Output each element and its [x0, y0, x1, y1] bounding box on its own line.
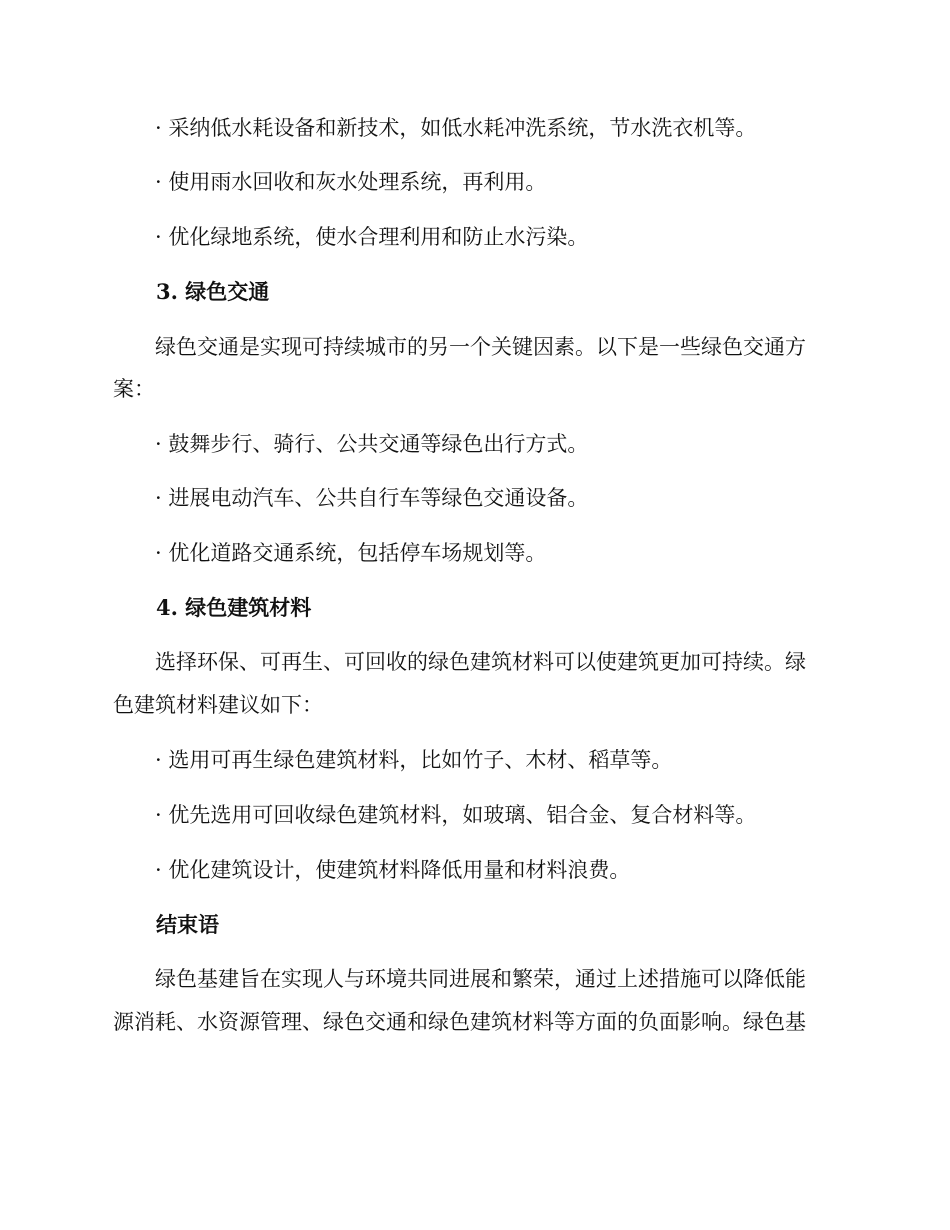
water-bullet-1: · 采纳低水耗设备和新技术，如低水耗冲洗系统，节水洗衣机等。: [155, 116, 757, 140]
transport-bullet-2: · 进展电动汽车、公共自行车等绿色交通设备。: [155, 486, 589, 510]
materials-heading: 4. 绿色建筑材料: [156, 595, 312, 620]
conclusion-line-1: 绿色基建旨在实现人与环境共同进展和繁荣，通过上述措施可以降低能: [155, 967, 806, 991]
conclusion-heading: 结束语: [156, 912, 219, 937]
materials-bullet-1: · 选用可再生绿色建筑材料，比如竹子、木材、稻草等。: [155, 748, 673, 772]
transport-bullet-3: · 优化道路交通系统，包括停车场规划等。: [155, 541, 547, 565]
materials-bullet-3: · 优化建筑设计，使建筑材料降低用量和材料浪费。: [155, 858, 631, 882]
water-bullet-2: · 使用雨水回收和灰水处理系统，再利用。: [155, 170, 547, 194]
transport-bullet-1: · 鼓舞步行、骑行、公共交通等绿色出行方式。: [155, 432, 589, 456]
materials-bullet-2: · 优先选用可回收绿色建筑材料，如玻璃、铝合金、复合材料等。: [155, 803, 757, 827]
conclusion-line-2: 源消耗、水资源管理、绿色交通和绿色建筑材料等方面的负面影响。绿色基: [113, 1010, 806, 1034]
transport-heading: 3. 绿色交通: [156, 279, 270, 304]
materials-intro-line-1: 选择环保、可再生、可回收的绿色建筑材料可以使建筑更加可持续。绿: [155, 650, 806, 674]
materials-intro-line-2: 色建筑材料建议如下：: [113, 693, 323, 717]
transport-intro-line-2: 案：: [113, 377, 155, 401]
transport-intro-line-1: 绿色交通是实现可持续城市的另一个关键因素。以下是一些绿色交通方: [155, 335, 806, 359]
water-bullet-3: · 优化绿地系统，使水合理利用和防止水污染。: [155, 225, 589, 249]
